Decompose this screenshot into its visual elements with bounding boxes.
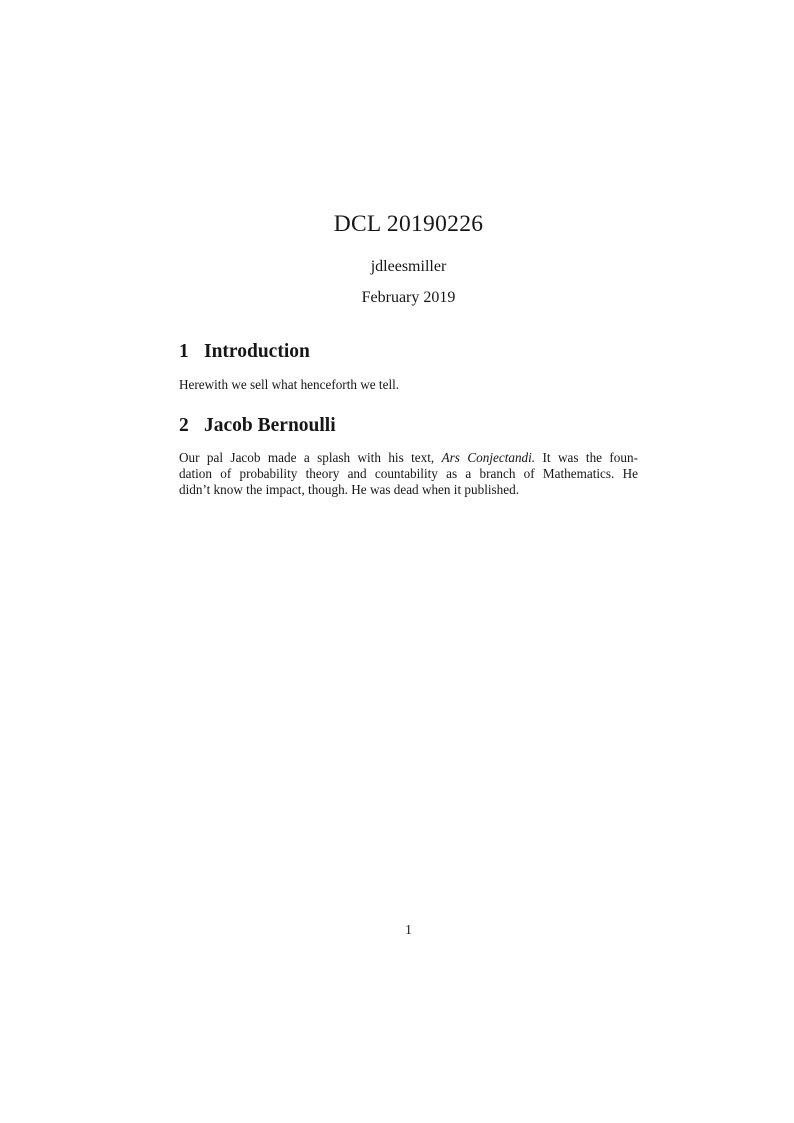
paragraph-line: didn’t know the impact, though. He was dead when it published. [179,482,520,497]
page-number: 1 [405,922,412,937]
paragraph-line: dation of probability theory and countability as a branch of Mathematics. He [179,466,638,481]
section-2-number: 2 [179,415,189,436]
section-2-heading [179,415,638,437]
paragraph-text: Our pal Jacob made a splash with his text, [179,450,442,465]
paragraph-line [179,450,638,466]
section-1-title: Introduction [204,341,310,362]
section-1-heading [179,341,638,363]
section-2-title: Jacob Bernoulli [204,415,336,436]
document-title: DCL 20190226 [333,211,484,237]
document-date: February 2019 [361,289,456,306]
section-1-number: 1 [179,341,189,362]
document-author: jdleesmiller [370,258,447,275]
book-title-italic: Ars Conjectandi. [441,450,536,465]
paragraph-text: It was the foun- [535,450,638,465]
section-1-paragraph: Herewith we sell what henceforth we tell. [179,377,400,392]
section-2-paragraph [179,450,638,498]
